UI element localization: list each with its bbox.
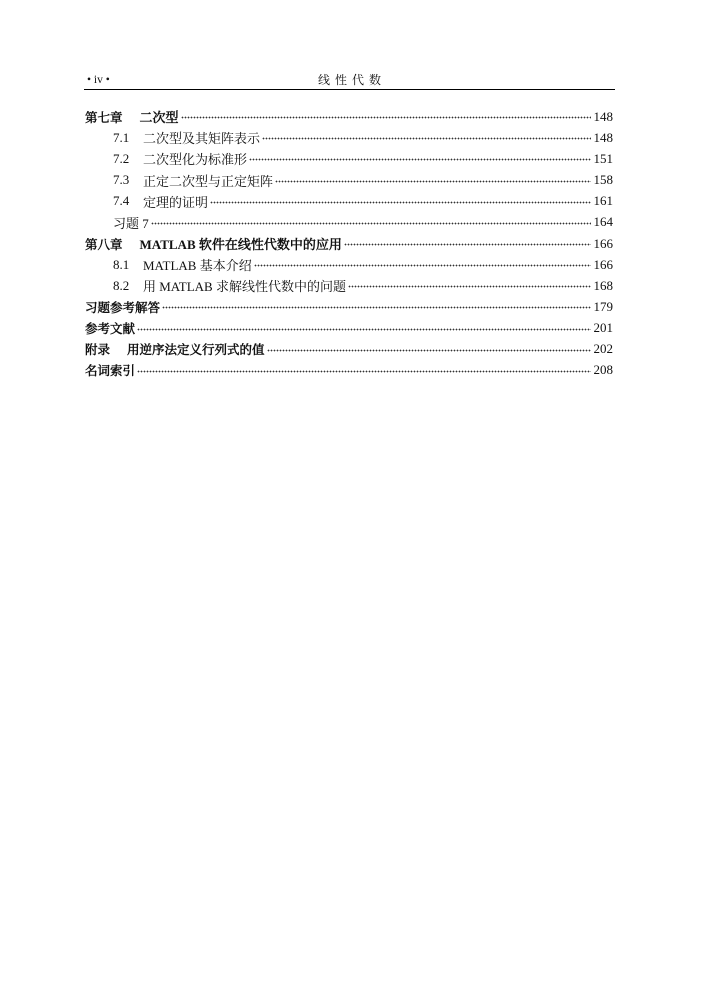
toc-entry-references [85, 318, 613, 339]
page-number-label: • iv • [87, 74, 110, 86]
toc-entry-title: MATLAB 软件在线性代数中的应用 [139, 237, 342, 253]
dot-leader [262, 137, 590, 140]
table-of-contents [85, 106, 613, 381]
toc-entry-title: 二次型化为标准形 [143, 152, 248, 168]
toc-entry-number: 7.3 [113, 172, 130, 188]
toc-entry-section [85, 191, 613, 212]
toc-entry-page: 202 [593, 341, 613, 357]
toc-entry-number: 7.1 [113, 129, 130, 145]
toc-entry-number: 第七章 [85, 109, 123, 125]
toc-entry-page: 166 [593, 235, 613, 251]
toc-entry-page: 168 [593, 277, 613, 293]
dot-leader [137, 328, 590, 331]
toc-entry-section [85, 254, 613, 275]
toc-entry-chapter [85, 233, 613, 254]
dot-leader [267, 349, 591, 352]
toc-entry-page: 179 [593, 298, 613, 314]
toc-entry-title: 二次型 [139, 110, 179, 126]
dot-leader [181, 116, 591, 119]
dot-leader [254, 264, 591, 267]
toc-entry-page: 166 [593, 256, 613, 272]
toc-entry-section [85, 169, 613, 190]
toc-entry-index [85, 360, 613, 381]
toc-entry-section [85, 275, 613, 296]
toc-entry-page: 161 [593, 193, 613, 209]
toc-entry-section [85, 148, 613, 169]
toc-entry-page: 208 [593, 362, 613, 378]
dot-leader [275, 180, 590, 183]
dot-leader [344, 243, 591, 246]
dot-leader [348, 285, 591, 288]
toc-entry-page: 148 [593, 108, 613, 124]
toc-entry-number: 第八章 [85, 236, 123, 252]
toc-entry-number: 8.2 [113, 277, 130, 293]
dot-leader [210, 201, 590, 204]
toc-entry-title: 定理的证明 [143, 194, 209, 210]
running-header [85, 72, 615, 88]
toc-entry-section [85, 127, 613, 148]
toc-entry-title: 用逆序法定义行列式的值 [127, 342, 265, 358]
toc-entry-page: 201 [593, 320, 613, 336]
toc-entry-title: MATLAB 基本介绍 [143, 258, 252, 274]
toc-entry-number: 7.2 [113, 150, 130, 166]
book-title: 线 性 代 数 [317, 73, 382, 87]
dot-leader [162, 306, 590, 309]
toc-entry-page: 148 [593, 129, 613, 145]
toc-entry-appendix [85, 339, 613, 360]
toc-entry-title: 习题参考解答 [85, 299, 161, 315]
header-rule [84, 89, 615, 90]
toc-entry-number: 7.4 [113, 193, 130, 209]
dot-leader [249, 158, 590, 161]
toc-entry-title: 正定二次型与正定矩阵 [143, 173, 274, 189]
dot-leader [137, 370, 590, 373]
toc-entry-page: 151 [593, 150, 613, 166]
toc-entry-exercises [85, 212, 613, 233]
toc-entry-page: 164 [593, 214, 613, 230]
toc-entry-title: 用 MATLAB 求解线性代数中的问题 [143, 279, 346, 295]
toc-entry-title: 名词索引 [85, 363, 136, 379]
toc-entry-page: 158 [593, 172, 613, 188]
toc-entry-chapter [85, 106, 613, 127]
toc-entry-number: 8.1 [113, 256, 130, 272]
toc-entry-title: 参考文献 [85, 321, 136, 337]
toc-entry-title: 二次型及其矩阵表示 [143, 131, 261, 147]
dot-leader [151, 222, 591, 225]
toc-entry-number: 附录 [85, 342, 111, 358]
toc-entry-answers [85, 296, 613, 317]
toc-entry-title: 习题 7 [113, 215, 149, 231]
